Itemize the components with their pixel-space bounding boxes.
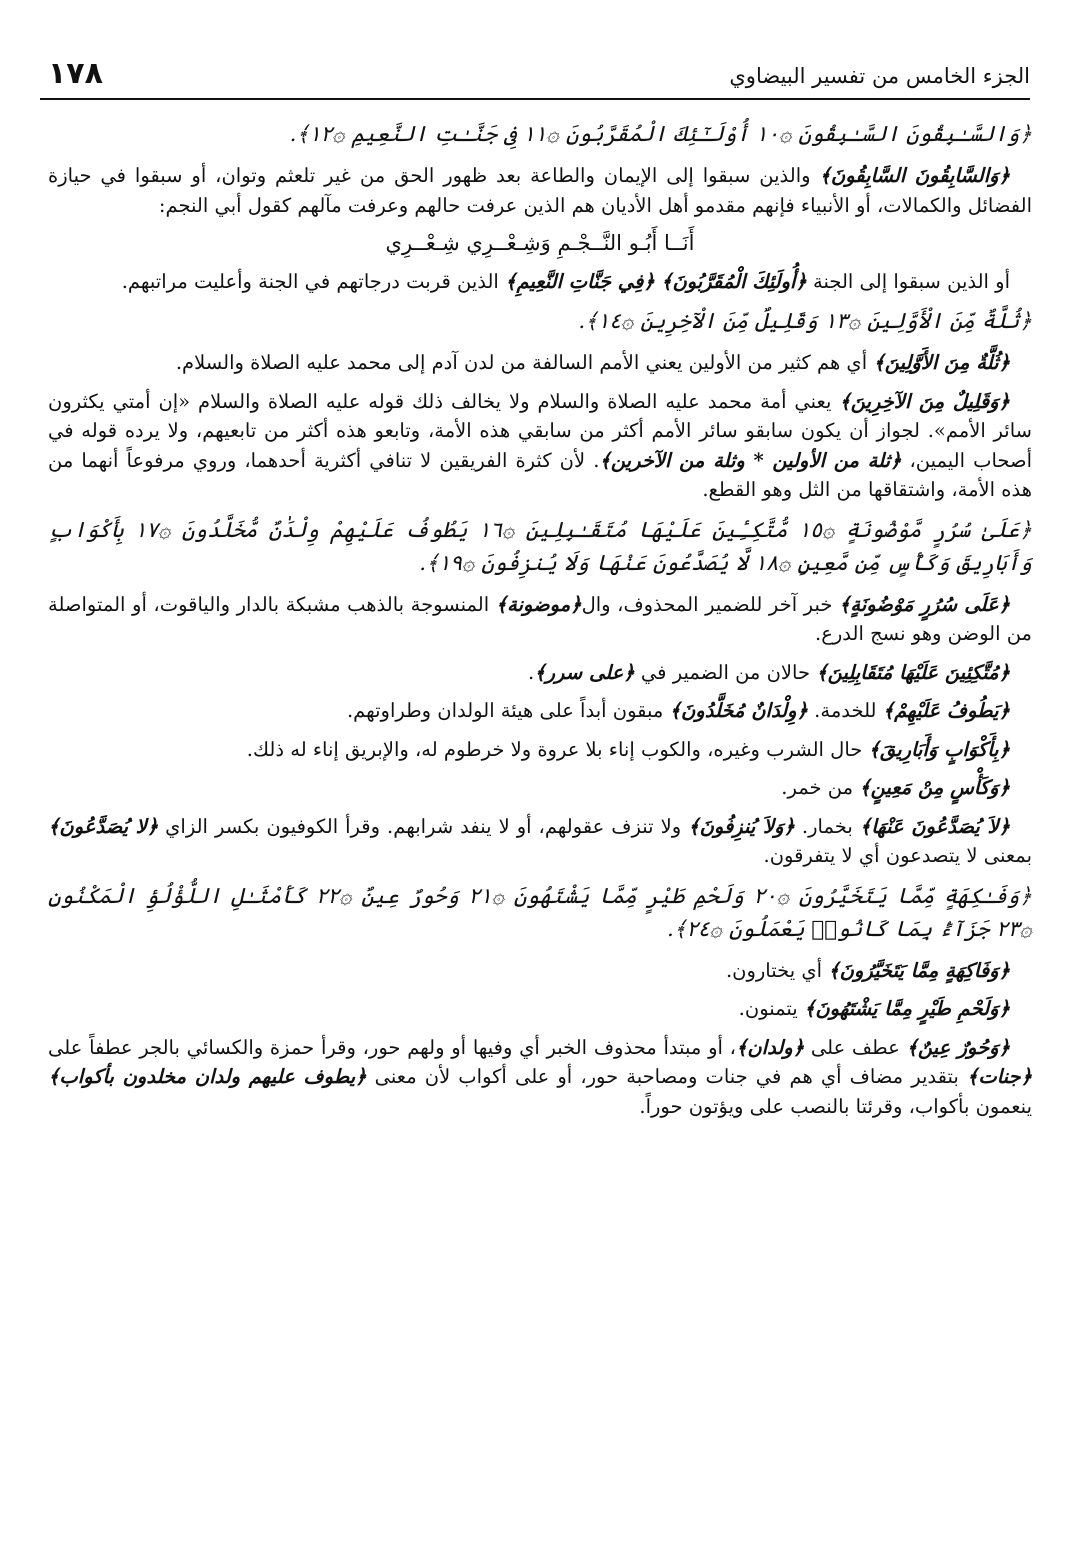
- commentary-text: حالان من الضمير في: [634, 660, 817, 684]
- quoted-verse: ﴿فِي جَنَّاتِ النَّعِيمِ﴾: [505, 269, 655, 293]
- commentary-text: أو الذين سبقوا إلى الجنة: [806, 269, 1010, 293]
- commentary-text: أي يختارون.: [725, 958, 829, 982]
- commentary-text: يتمنون.: [738, 997, 804, 1020]
- commentary-paragraph: [48, 994, 1032, 1024]
- commentary-paragraph: [48, 161, 1032, 220]
- quoted-verse: ﴿يَطُوفُ عَلَيْهِمْ﴾: [882, 699, 1010, 722]
- commentary-paragraph: [48, 735, 1032, 765]
- commentary-paragraph: [48, 1033, 1032, 1122]
- page-number: ١٧٨: [48, 56, 103, 91]
- quoted-verse: ﴿لاَ يُصَدَّعُونَ عَنْهَا﴾: [859, 814, 1010, 838]
- page-header: [40, 50, 1030, 100]
- commentary-text: المنسوجة بالذهب مشبكة بالدار والياقوت، أو المتواصلة من الوضن وهو نسج الدرع.: [48, 592, 1032, 645]
- commentary-text: بتقدير مضاف أي هم في جنات ومصاحبة حور، أو على أكواب لأن معنى: [366, 1065, 967, 1088]
- commentary-text: من خمر.: [781, 776, 860, 799]
- quoted-verse: ﴿موضونة﴾: [495, 592, 582, 616]
- commentary-paragraph: [48, 267, 1032, 297]
- commentary-text: للخدمة.: [807, 699, 883, 722]
- quoted-verse: ﴿أُولَئِكَ الْمُقَرَّبُونَ﴾: [661, 269, 807, 293]
- commentary-paragraph: [48, 812, 1032, 871]
- quoted-verse: ﴿وَالسَّابِقُونَ السَّابِقُونَ﴾: [819, 164, 1010, 187]
- commentary-text: مبقون أبداً على هيئة الولدان وطراوتهم.: [346, 699, 670, 722]
- commentary-text: بمعنى لا يتصدعون أي لا يتفرقون.: [763, 844, 1032, 867]
- commentary-text: . لأن كثرة الفريقين لا تنافي أكثرية أحدهما، وروي مرفوعاً أنهما من هذه الأمة، واشتقاقها من الثل وهو القطع.: [48, 448, 1032, 501]
- quoted-verse: ﴿على سرر﴾: [534, 660, 635, 684]
- quoted-verse: ﴿بِأَكْوَابٍ وَأَبَارِيقَ﴾: [868, 737, 1010, 761]
- quoted-verse: ﴿جنات﴾: [966, 1065, 1033, 1088]
- commentary-text: ينعمون بأكواب، وقرئتا بالنصب على ويؤتون حوراً.: [639, 1094, 1032, 1118]
- quran-verse-block: ﴿وَفَـٰكِهَةٍ مِّمَّا يَتَخَيَّرُونَ ۞٢٠ وَلَحْمِ طَيْرٍ مِّمَّا يَشْتَهُونَ ۞٢١ وَحُورٌ عِينٌ ۞٢٢ كَأَمْثَـٰلِ اللُّؤْلُؤِ الْمَكْنُونِ ۞٢٣ جَزَآءًۢ بِمَا كَانُوا۟ يَعْمَلُونَ ۞٢٤﴾.: [48, 883, 1032, 942]
- poem-verse: أَنَــا أَبُـو النَّــجْـمِ وَشِـعْــرِي شِـعْــرِي: [385, 231, 695, 255]
- quran-verse-block: ﴿وَالسَّـٰبِقُونَ السَّـٰبِقُونَ ۞١٠ أُوْلَـٰٓئِكَ الْمُقَرَّبُونَ ۞١١ فِى جَنَّـٰتِ النَّعِيمِ ۞١٢﴾.: [289, 122, 1032, 147]
- quoted-verse: ﴿وَحُورٌ عِينٌ﴾: [906, 1035, 1010, 1059]
- quoted-verse: ﴿وَكَأْسٍ مِنْ مَعِينٍ﴾: [859, 776, 1010, 799]
- quoted-verse: ﴿وَلاَ يُنزِفُونَ﴾: [688, 814, 795, 838]
- commentary-paragraph: [48, 956, 1032, 986]
- commentary-text: بخمار.: [794, 814, 860, 838]
- quoted-verse: ﴿وَلَحْمِ طَيْرٍ مِمَّا يَشْتَهُونَ﴾: [803, 997, 1010, 1020]
- quoted-verse: ﴿مُتَّكِئِينَ عَلَيْهَا مُتَقَابِلِينَ﴾: [816, 660, 1010, 684]
- quoted-verse: ﴿عَلَى سُرُرٍ مَوْضُونَةٍ﴾: [838, 592, 1011, 616]
- commentary-paragraph: [48, 348, 1032, 378]
- commentary-text: .: [528, 660, 535, 684]
- quran-verse-block: ﴿عَلَىٰ سُرُرٍ مَّوْضُونَةٍ ۞١٥ مُّتَّكِـِٔينَ عَلَيْهَا مُتَقَـٰبِلِينَ ۞١٦ يَطُوفُ عَلَيْهِمْ وِلْدَٰنٌ مُّخَلَّدُونَ ۞١٧ بِأَكْوَابٍ وَأَبَارِيقَ وَكَأْسٍ مِّن مَّعِينٍ ۞١٨ لَّا يُصَدَّعُونَ عَنْهَا وَلَا يُنزِفُونَ ۞١٩﴾.: [48, 517, 1032, 576]
- quoted-verse: ﴿يطوف عليهم ولدان مخلدون بأكواب﴾: [48, 1065, 367, 1088]
- commentary-text: عطف على: [804, 1035, 907, 1059]
- commentary-paragraph: [48, 387, 1032, 505]
- quoted-verse: ﴿ولدان﴾: [735, 1035, 805, 1059]
- commentary-text: خبر آخر للضمير المحذوف، وال: [581, 592, 839, 616]
- commentary-text: ، أو مبتدأ محذوف الخبر أي وفيها أو ولهم حور، وقرأ حمزة والكسائي بالجر عطفاً على: [48, 1035, 736, 1059]
- commentary-paragraph: [48, 590, 1032, 649]
- commentary-paragraph: [48, 773, 1032, 803]
- quoted-verse: ﴿وَقَلِيلٌ مِنَ الآخِرِينَ﴾: [839, 389, 1010, 413]
- quoted-verse: ﴿لا يُصَدَّعُونَ﴾: [48, 814, 159, 838]
- commentary-text: الذين قربت درجاتهم في الجنة وأعليت مراتبهم.: [121, 269, 506, 293]
- commentary-text: والذين سبقوا إلى الإيمان والطاعة بعد ظهور الحق من غير تلعثم وتوان، أو سبقوا في حيازة الفضائل والكمالات، أو الأنبياء فإنهم مقدمو أهل الأديان هم الذين عرفت حالهم وعرفت مآلهم كقول أبي النجم:: [48, 164, 1032, 217]
- commentary-text: أي هم كثير من الأولين يعني الأمم السالفة من لدن آدم إلى محمد عليه الصلاة والسلام.: [175, 351, 874, 374]
- quran-verse-block: ﴿ثُلَّةٌ مِّنَ الْأَوَّلِينَ ۞١٣ وَقَلِيلٌ مِّنَ الْآخِرِينَ ۞١٤﴾.: [578, 309, 1032, 334]
- page-body: [48, 118, 1032, 1130]
- running-title: الجزء الخامس من تفسير البيضاوي: [729, 64, 1030, 88]
- commentary-paragraph: [48, 696, 1032, 726]
- commentary-text: ولا تنزف عقولهم، أو لا ينفد شرابهم. وقرأ الكوفيون بكسر الزاي: [158, 814, 689, 838]
- quoted-verse: ﴿وِلْدَانٌ مُخَلَّدُونَ﴾: [669, 699, 808, 722]
- commentary-text: حال الشرب وغيره، والكوب إناء بلا عروة ولا خرطوم له، والإبريق إناء له ذلك.: [246, 737, 869, 761]
- quoted-verse: ﴿وَفَاكِهَةٍ مِمَّا يَتَخَيَّرُونَ﴾: [828, 958, 1010, 982]
- commentary-text: يعني أمة محمد عليه الصلاة والسلام ولا يخالف ذلك قوله عليه الصلاة والسلام «إن أمتي يكثرون سائر الأمم». لجواز أن يكون سابقو سائر الأمم أكثر من سابقي هذه الأمة، وتابعو هذه أكثر من تابعيهم، ولا يرده قوله في أصحاب اليمين،: [48, 389, 1032, 472]
- commentary-paragraph: [48, 658, 1032, 688]
- quoted-verse: ﴿ثُلَّةٌ مِنَ الأَوَّلِينَ﴾: [873, 351, 1010, 374]
- quoted-verse: ﴿ثلة من الأولين * وثلة من الآخرين﴾: [599, 448, 902, 472]
